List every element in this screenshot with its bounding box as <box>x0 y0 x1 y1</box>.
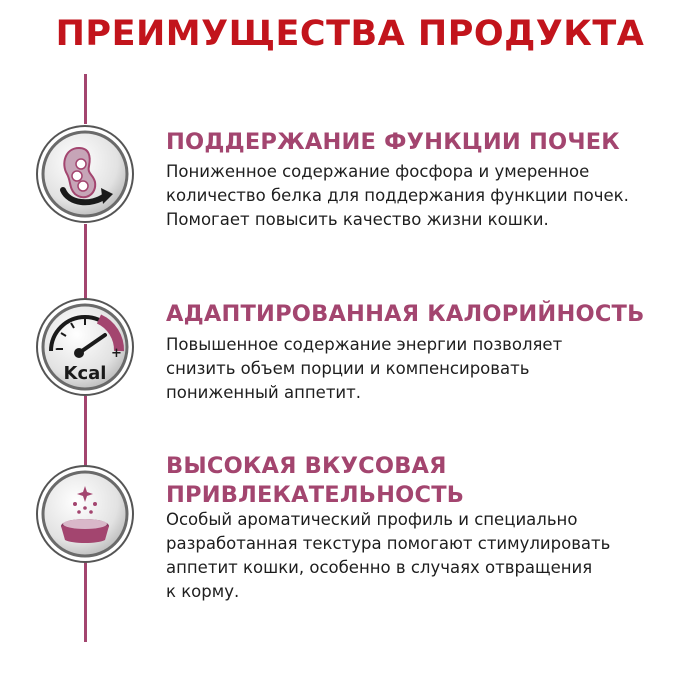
benefit-heading: ВЫСОКАЯ ВКУСОВАЯ ПРИВЛЕКАТЕЛЬНОСТЬ <box>166 453 465 508</box>
benefit-description: Особый ароматический профиль и специально разработанная текстура помогают стимулировать аппетит кошки, особенно в случаях отвращения к корму. <box>166 510 611 601</box>
timeline-line <box>84 74 87 124</box>
kidney-icon <box>35 124 135 224</box>
svg-text:+: + <box>111 346 122 361</box>
timeline-line <box>84 562 87 642</box>
benefit-heading: АДАПТИРОВАННАЯ КАЛОРИЙНОСТЬ <box>166 301 645 327</box>
svg-text:–: – <box>55 341 62 357</box>
benefit-heading: ПОДДЕРЖАНИЕ ФУНКЦИИ ПОЧЕК <box>166 129 620 155</box>
kcal-icon-label: Kcal <box>63 363 107 384</box>
timeline-line <box>84 224 87 299</box>
food-bowl-aroma-icon <box>35 464 135 564</box>
kcal-gauge-icon <box>35 297 135 397</box>
benefit-description: Повышенное содержание энергии позволяет снизить объем порции и компенсировать пониженный аппетит. <box>166 335 563 402</box>
timeline-line <box>84 396 87 466</box>
page-title: ПРЕИМУЩЕСТВА ПРОДУКТА <box>55 14 645 54</box>
benefit-description: Пониженное содержание фосфора и умеренное количество белка для поддержания функции почек. Помогает повысить качество жизни кошки. <box>166 162 629 229</box>
